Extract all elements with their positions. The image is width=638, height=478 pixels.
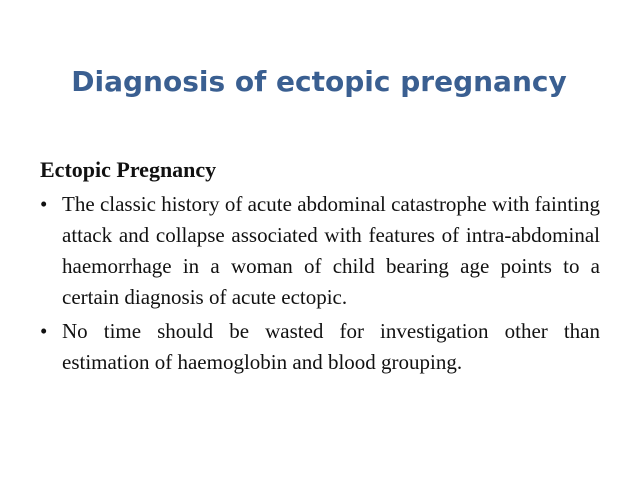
bullet-item <box>40 189 600 313</box>
slide-content <box>40 155 600 381</box>
section-heading: Ectopic Pregnancy <box>40 157 217 182</box>
bullet-dot-icon: • <box>40 192 48 216</box>
bullet-text: The classic history of acute abdominal catastrophe with fainting attack and collapse associated with features of intra-abdominal haemorrhage in a woman of child bearing age points to a certain diagnosis of acute ectopic. <box>62 192 600 309</box>
bullet-list <box>40 189 600 378</box>
bullet-item <box>40 316 600 378</box>
bullet-dot-icon: • <box>40 319 48 343</box>
bullet-text: No time should be wasted for investigation other than estimation of haemoglobin and blood grouping. <box>62 319 600 374</box>
slide-title: Diagnosis of ectopic pregnancy <box>71 65 567 98</box>
